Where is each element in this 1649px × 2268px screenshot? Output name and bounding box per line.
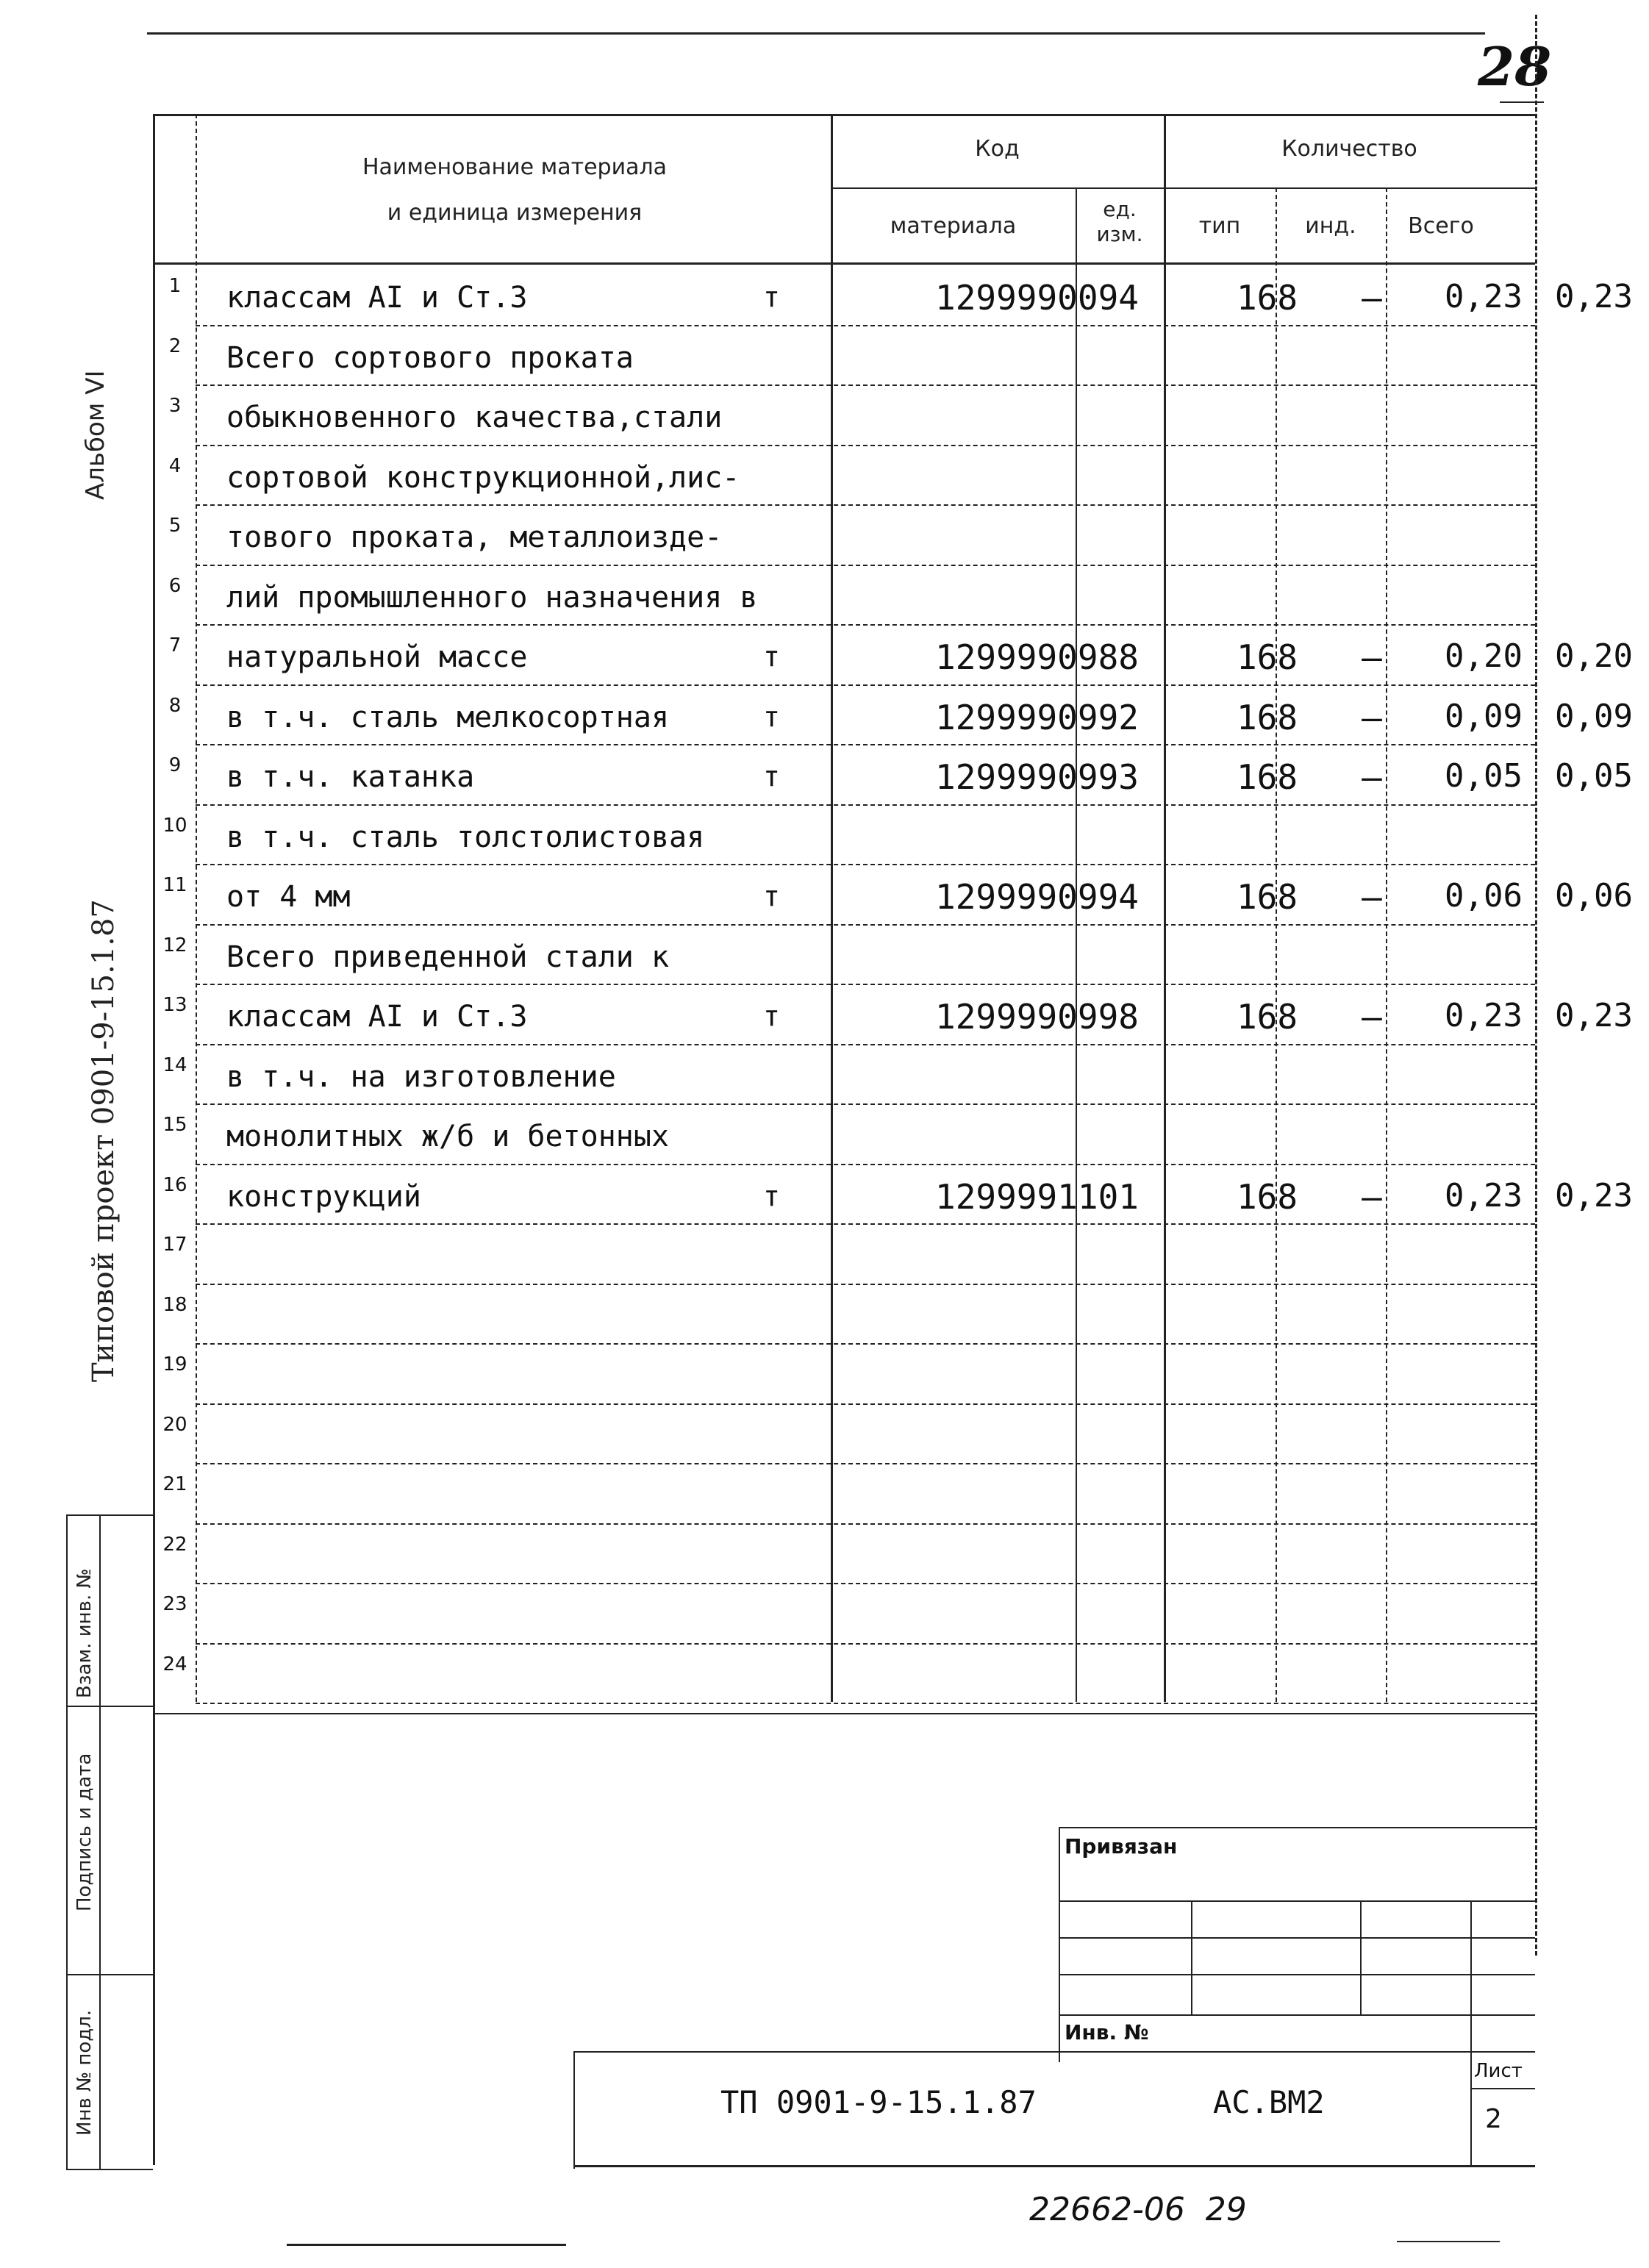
row-number: 2 [168,335,182,357]
row-number: 8 [168,694,182,717]
stamp-sheet-label: Лист [1474,2060,1523,2082]
row-number: 16 [162,1173,187,1196]
podpis-label: Подпись и дата [74,1753,96,1911]
qty-ind: 0,06 [1445,877,1523,915]
stamp-code: АС.ВМ2 [1213,2084,1325,2120]
header-total: Всего [1408,213,1474,239]
table-row [153,384,1535,443]
material-code: 1299990094 [935,278,1139,318]
material-code: 1299991101 [935,1176,1139,1217]
row-number: 4 [168,454,182,477]
table-row [153,1403,1535,1462]
qty-type: – [1362,877,1382,917]
table-row [153,684,1633,743]
row-number: 13 [162,994,187,1016]
unit-letter: т [763,281,780,313]
row-number: 18 [162,1293,187,1316]
material-name: от 4 мм [226,880,351,914]
qty-type: – [1362,637,1382,677]
header-ind: инд. [1305,213,1356,239]
row-divider [196,1703,1535,1704]
qty-ind: 0,09 [1445,697,1523,735]
material-name: монолитных ж/б и бетонных [226,1120,670,1153]
unit-letter: т [763,640,780,673]
qty-total: 0,23 [1555,278,1633,315]
stamp-designation: ТП 0901-9-15.1.87 [720,2084,1037,2120]
table-row [153,265,1633,323]
table-row [153,1044,1535,1103]
material-name: в т.ч. сталь мелкосортная [226,700,670,734]
row-number: 12 [162,934,187,956]
qty-type: – [1362,1176,1382,1217]
unit-code: 168 [1236,697,1298,737]
unit-code: 168 [1236,997,1298,1037]
row-number: 7 [168,634,182,657]
material-name: сортовой конструкционной,лис- [226,460,740,495]
table-row [153,1343,1535,1402]
material-code: 1299990992 [935,697,1139,737]
material-name: Всего приведенной стали к [226,940,670,974]
qty-total: 0,23 [1555,997,1633,1034]
material-name: натуральной массе [226,640,528,674]
qty-ind: 0,23 [1445,278,1523,315]
material-name: классам АI и Ст.3 [226,281,528,315]
table-row [153,984,1633,1042]
qty-total: 0,09 [1555,697,1633,735]
row-number: 23 [162,1593,187,1615]
unit-code: 168 [1236,637,1298,677]
qty-ind: 0,23 [1445,1176,1523,1215]
material-code: 1299990994 [935,877,1139,917]
row-number: 24 [162,1653,187,1675]
table-row [153,864,1633,923]
unit-letter: т [763,760,780,793]
table-row [153,565,1535,623]
material-name: Всего сортового проката [226,340,634,375]
album-label: Альбом VI [81,370,110,500]
qty-ind: 0,20 [1445,637,1523,675]
table-row [153,1284,1535,1342]
material-code: 1299990993 [935,757,1139,797]
table-row [153,804,1535,863]
row-number: 19 [162,1353,187,1376]
qty-total: 0,05 [1555,757,1633,795]
row-number: 3 [168,395,182,417]
unit-code: 168 [1236,757,1298,797]
table-row [153,325,1535,384]
header-material: материала [890,213,1017,239]
row-number: 9 [168,754,182,776]
table-row [153,1164,1633,1223]
qty-type: – [1362,757,1382,797]
qty-total: 0,06 [1555,877,1633,915]
row-number: 15 [162,1114,187,1136]
row-number: 1 [168,275,182,297]
row-number: 10 [162,814,187,837]
unit-letter: т [763,1179,780,1212]
row-number: 6 [168,574,182,597]
row-number: 21 [162,1473,187,1495]
unit-code: 168 [1236,877,1298,917]
unit-letter: т [763,880,780,912]
qty-total: 0,20 [1555,637,1633,675]
material-name: в т.ч. сталь толстолистовая [226,820,705,854]
qty-total: 0,23 [1555,1176,1633,1215]
table-row [153,624,1633,683]
table-row [153,504,1535,563]
material-name: обыкновенного качества,стали [226,401,723,434]
qty-type: – [1362,278,1382,318]
sheet-number: 28 [1478,35,1552,98]
material-name: в т.ч. катанка [226,760,475,794]
header-code: Код [975,136,1020,162]
row-number: 11 [162,874,187,896]
table-row [153,1463,1535,1522]
header-name-line2: и единица измерения [387,200,643,226]
unit-code: 168 [1236,278,1298,318]
qty-ind: 0,23 [1445,997,1523,1034]
table-row [153,1103,1535,1162]
header-type: тип [1198,213,1241,239]
qty-type: – [1362,997,1382,1037]
qty-type: – [1362,697,1382,737]
stamp-privyazan: Привязан [1065,1834,1178,1859]
unit-letter: т [763,700,780,733]
row-number: 22 [162,1533,187,1556]
material-name: классам АI и Ст.3 [226,1000,528,1034]
row-number: 14 [162,1053,187,1076]
material-name: в т.ч. на изготовление [226,1059,616,1094]
row-number: 17 [162,1234,187,1256]
stamp-sheet: 2 [1485,2104,1502,2134]
table-row [153,744,1633,803]
row-number: 5 [168,515,182,537]
unit-code: 168 [1236,1176,1298,1217]
material-code: 1299990998 [935,997,1139,1037]
material-name: лий промышленного назначения в [226,580,758,615]
footer-number: 22662-06 29 [1029,2191,1247,2228]
inv-podl-label: Инв № подл. [74,2009,96,2136]
table-row [153,445,1535,504]
header-quantity: Количество [1281,136,1417,162]
qty-ind: 0,05 [1445,757,1523,795]
header-name-line1: Наименование материала [362,154,668,180]
project-label: Типовой проект 0901-9-15.1.87 [87,899,121,1382]
material-code: 1299990988 [935,637,1139,677]
table-row [153,1583,1535,1642]
row-number: 20 [162,1413,187,1436]
vzam-label: Взам. инв. № [74,1568,96,1698]
table-row [153,1643,1535,1702]
unit-letter: т [763,1000,780,1032]
header-unit: ед. изм. [1096,197,1143,246]
table-row [153,924,1535,983]
material-name: тового проката, металлоизде- [226,521,723,554]
stamp-inv-no: Инв. № [1065,2020,1149,2045]
material-name: конструкций [226,1179,421,1214]
table-row [153,1223,1535,1282]
table-row [153,1523,1535,1582]
